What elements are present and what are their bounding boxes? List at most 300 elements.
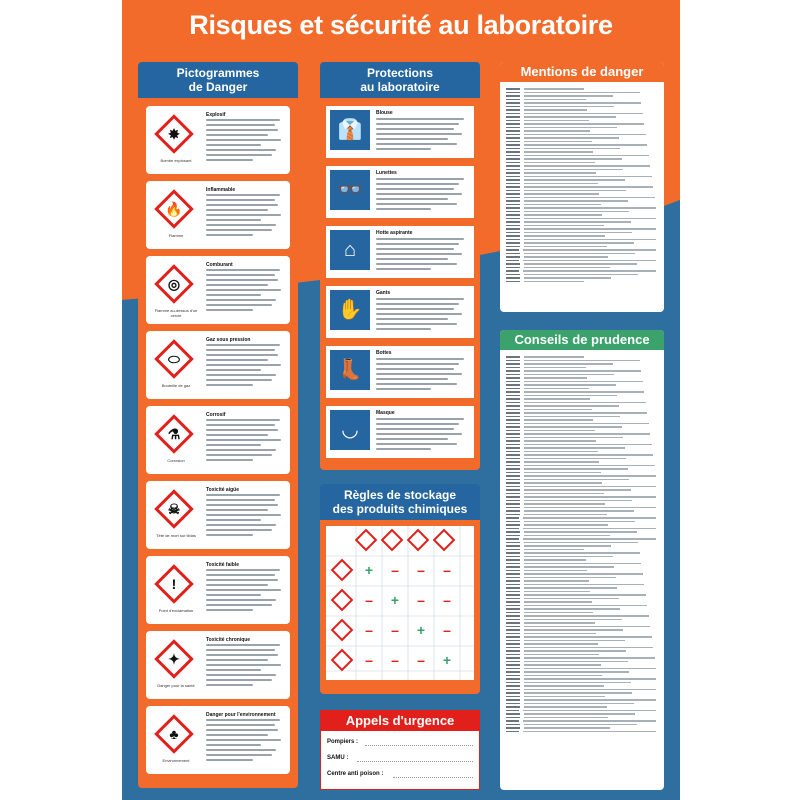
statement-code: [506, 190, 520, 192]
text-lines: [206, 644, 284, 689]
statement-code: [506, 685, 520, 687]
statement-text: [524, 629, 623, 631]
statement-text: [523, 731, 656, 733]
text-line: [206, 674, 276, 676]
stockage-grid: [326, 526, 474, 680]
statement-code: [506, 643, 520, 645]
statement-row: [506, 573, 656, 575]
statement-code: [506, 423, 520, 425]
statement-text: [524, 433, 650, 435]
statement-row: [506, 179, 656, 181]
statement-text: [524, 468, 628, 470]
statement-row: [506, 703, 656, 705]
text-line: [206, 749, 276, 751]
goggles-icon: 👓: [330, 170, 370, 210]
text-line: [206, 434, 268, 436]
statement-row: [506, 120, 656, 122]
statement-code: [506, 99, 520, 101]
flame-icon: [152, 187, 196, 231]
pictogram-symbol: ⚗: [167, 426, 181, 442]
statement-text: [524, 395, 617, 397]
statement-text: [524, 179, 625, 181]
text-lines: [376, 298, 468, 333]
statement-code: [506, 601, 520, 603]
text-line: [206, 284, 268, 286]
statement-row: [506, 423, 656, 425]
pictogram-symbol: ✸: [168, 126, 180, 142]
statement-text: [524, 388, 589, 390]
pictogram-title: Toxicité faible: [206, 562, 239, 568]
statement-row: [506, 689, 656, 691]
statement-text: [524, 727, 610, 729]
statement-row: [506, 664, 656, 666]
text-line: [206, 494, 280, 496]
statement-text: [524, 416, 620, 418]
statement-code: [506, 545, 520, 547]
text-line: [206, 224, 276, 226]
statement-row: [506, 207, 656, 209]
text-line: [376, 363, 459, 365]
statement-row: [506, 717, 656, 719]
pictogram-caption: Tête de mort sur tibias: [156, 533, 196, 538]
statement-code: [506, 524, 520, 526]
statement-text: [524, 360, 640, 362]
statement-text: [524, 370, 641, 372]
statement-row: [506, 615, 656, 617]
statement-text: [524, 514, 607, 516]
statement-row: [506, 267, 656, 269]
text-line: [206, 309, 253, 311]
text-line: [206, 509, 268, 511]
pictogram-symbol: ✦: [168, 651, 180, 667]
statement-text: [524, 566, 614, 568]
statement-code: [506, 179, 520, 181]
text-line: [206, 424, 275, 426]
statement-row: [506, 619, 656, 621]
statement-row: [506, 141, 656, 143]
statement-code: [506, 542, 520, 544]
text-line: [206, 369, 261, 371]
text-lines: [206, 569, 284, 614]
statement-code: [506, 552, 520, 554]
text-line: [206, 729, 278, 731]
text-line: [206, 459, 253, 461]
statement-code: [506, 204, 520, 206]
statement-code: [506, 612, 520, 614]
text-line: [376, 253, 462, 255]
statement-row: [506, 109, 656, 111]
statement-code: [506, 242, 520, 244]
statement-row: [506, 253, 656, 255]
statement-row: [506, 99, 656, 101]
statement-row: [506, 437, 656, 439]
text-line: [376, 303, 459, 305]
text-lines: [376, 358, 468, 393]
statement-code: [506, 137, 520, 139]
statement-row: [506, 214, 656, 216]
statement-text: [524, 253, 635, 255]
statement-code: [506, 391, 520, 393]
statement-row: [506, 391, 656, 393]
text-line: [206, 664, 281, 666]
statement-row: [506, 647, 656, 649]
statement-text: [524, 500, 632, 502]
text-line: [206, 744, 261, 746]
statement-row: [506, 440, 656, 442]
statement-code: [506, 577, 520, 579]
statement-code: [506, 510, 520, 512]
statement-text: [524, 601, 592, 603]
statement-code: [506, 566, 520, 568]
statement-row: [506, 503, 656, 505]
statement-text: [524, 211, 629, 213]
statement-text: [524, 454, 653, 456]
statement-row: [506, 225, 656, 227]
statement-text: [524, 444, 652, 446]
text-line: [206, 269, 280, 271]
statement-text: [524, 524, 608, 526]
pictogram-title: Toxicité aigüe: [206, 487, 239, 493]
statement-text: [524, 661, 628, 663]
statement-code: [506, 384, 520, 386]
stockage-compatible-mark: +: [416, 622, 426, 638]
statement-code: [506, 172, 520, 174]
pictogram-title: Gaz sous pression: [206, 337, 251, 343]
statement-code: [506, 162, 520, 164]
statement-row: [506, 696, 656, 698]
statement-row: [506, 633, 656, 635]
statement-code: [506, 92, 520, 94]
text-line: [206, 219, 261, 221]
conseils-panel: [500, 330, 664, 790]
statement-code: [506, 626, 520, 628]
statement-row: [506, 591, 656, 593]
statement-row: [506, 724, 656, 726]
stockage-compatible-mark: +: [364, 562, 374, 578]
pictogram-card: [146, 106, 290, 174]
text-line: [206, 684, 253, 686]
text-line: [376, 133, 462, 135]
statement-text: [524, 696, 605, 698]
statement-text: [524, 430, 595, 432]
statement-code: [506, 260, 519, 262]
statement-text: [524, 640, 625, 642]
statement-row: [506, 675, 656, 677]
statement-text: [524, 374, 614, 376]
statement-code: [506, 538, 519, 540]
statement-row: [506, 514, 656, 516]
statement-code: [506, 724, 520, 726]
statement-code: [506, 615, 520, 617]
statement-row: [506, 398, 656, 400]
text-line: [206, 299, 276, 301]
statement-code: [506, 253, 520, 255]
statement-row: [506, 542, 656, 544]
statement-text: [524, 598, 619, 600]
text-line: [376, 423, 459, 425]
statement-text: [524, 183, 598, 185]
text-line: [206, 354, 278, 356]
text-line: [206, 649, 275, 651]
statement-row: [506, 549, 656, 551]
statement-code: [506, 419, 520, 421]
statement-text: [524, 165, 650, 167]
text-line: [206, 289, 281, 291]
text-line: [206, 499, 275, 501]
statement-text: [524, 391, 644, 393]
statement-text: [524, 510, 634, 512]
text-line: [206, 519, 261, 521]
statement-code: [506, 465, 520, 467]
stockage-incompatible-mark: –: [417, 592, 425, 608]
statement-text: [524, 207, 656, 209]
statement-row: [506, 102, 656, 104]
protection-title: Hotte aspirante: [376, 230, 413, 236]
statement-text: [524, 587, 617, 589]
statement-text: [524, 127, 617, 129]
stockage-incompatible-mark: –: [417, 652, 425, 668]
pictogram-symbol: ♣: [169, 726, 179, 742]
text-line: [376, 438, 448, 440]
statement-text: [524, 232, 632, 234]
statement-row: [506, 256, 656, 258]
statement-row: [506, 412, 656, 414]
statement-text: [524, 130, 590, 132]
text-line: [376, 183, 459, 185]
text-line: [206, 364, 281, 366]
statement-text: [524, 626, 650, 628]
statement-code: [506, 696, 520, 698]
text-line: [206, 349, 275, 351]
statement-row: [506, 274, 656, 276]
statement-text: [524, 689, 656, 691]
statement-text: [523, 538, 656, 540]
statement-code: [506, 120, 520, 122]
statement-code: [506, 489, 520, 491]
statement-row: [506, 426, 656, 428]
statement-row: [506, 151, 656, 153]
statement-row: [506, 535, 656, 537]
text-line: [376, 178, 464, 180]
statement-code: [506, 559, 520, 561]
statement-row: [506, 200, 656, 202]
text-line: [206, 134, 268, 136]
statement-code: [506, 127, 520, 129]
statement-code: [506, 689, 520, 691]
pictogram-card: [146, 406, 290, 474]
statement-row: [506, 430, 656, 432]
stockage-heading-line1: Règles de stockage: [343, 488, 457, 502]
statement-row: [506, 556, 656, 558]
statement-code: [506, 556, 520, 558]
statement-text: [524, 92, 640, 94]
statement-row: [506, 211, 656, 213]
statement-code: [506, 183, 520, 185]
statement-row: [506, 493, 656, 495]
text-line: [376, 258, 448, 260]
statement-row: [506, 356, 656, 358]
statement-row: [506, 531, 656, 533]
statement-text: [524, 612, 593, 614]
text-line: [206, 304, 272, 306]
statement-text: [524, 678, 656, 680]
text-line: [206, 209, 268, 211]
statement-row: [506, 246, 656, 248]
statement-code: [506, 197, 520, 199]
statement-code: [506, 671, 520, 673]
statement-code: [506, 664, 520, 666]
statement-code: [506, 109, 520, 111]
text-line: [206, 669, 261, 671]
statement-row: [506, 594, 656, 596]
statement-row: [506, 433, 656, 435]
statement-row: [506, 113, 656, 115]
statement-row: [506, 363, 656, 365]
statement-text: [524, 144, 647, 146]
text-line: [376, 198, 448, 200]
statement-row: [506, 461, 656, 463]
statement-text: [524, 451, 598, 453]
statement-row: [506, 148, 656, 150]
statement-code: [506, 88, 520, 90]
text-lines: [206, 494, 284, 539]
text-line: [376, 433, 462, 435]
statement-text: [524, 402, 646, 404]
statement-text: [524, 664, 601, 666]
text-lines: [206, 419, 284, 464]
statement-row: [506, 381, 656, 383]
statement-row: [506, 169, 656, 171]
statement-text: [524, 461, 599, 463]
statement-code: [506, 535, 520, 537]
statement-row: [506, 106, 656, 108]
statement-text: [524, 608, 620, 610]
statement-code: [506, 360, 520, 362]
statement-code: [506, 102, 520, 104]
text-line: [206, 379, 272, 381]
text-line: [206, 139, 281, 141]
text-line: [206, 589, 281, 591]
statement-row: [506, 654, 656, 656]
statement-code: [506, 496, 520, 498]
statement-text: [524, 155, 649, 157]
statement-code: [506, 447, 520, 449]
text-line: [206, 199, 275, 201]
poster: [122, 0, 680, 800]
statement-row: [506, 489, 656, 491]
statement-code: [506, 493, 520, 495]
statement-code: [506, 482, 520, 484]
text-line: [206, 119, 280, 121]
protections-heading: [320, 62, 480, 98]
statement-row: [506, 388, 656, 390]
statement-row: [506, 186, 656, 188]
statement-code: [506, 472, 520, 474]
pictogram-caption: Flamme au-dessus d'un cercle: [154, 308, 198, 318]
statement-row: [506, 277, 656, 279]
text-line: [376, 238, 464, 240]
statement-code: [506, 454, 520, 456]
statement-code: [506, 682, 520, 684]
text-line: [206, 214, 281, 216]
statement-row: [506, 88, 656, 90]
statement-row: [506, 218, 656, 220]
statement-text: [524, 503, 605, 505]
text-line: [206, 454, 272, 456]
statement-text: [524, 542, 638, 544]
statement-text: [524, 158, 622, 160]
statement-code: [506, 731, 519, 733]
statement-row: [506, 454, 656, 456]
statement-row: [506, 671, 656, 673]
pictogram-title: Explosif: [206, 112, 226, 118]
statement-code: [506, 654, 520, 656]
statement-text: [524, 437, 623, 439]
stockage-heading-line2: des produits chimiques: [332, 502, 468, 516]
text-line: [206, 654, 278, 656]
exclamation-icon: [152, 562, 196, 606]
statement-code: [506, 717, 520, 719]
statement-row: [506, 204, 656, 206]
statement-code: [506, 106, 520, 108]
statement-code: [506, 507, 520, 509]
statement-row: [506, 374, 656, 376]
statement-text: [524, 479, 629, 481]
statement-text: [524, 134, 646, 136]
statement-row: [506, 706, 656, 708]
statement-code: [506, 633, 520, 635]
statement-row: [506, 370, 656, 372]
statement-text: [524, 409, 592, 411]
statement-text: [524, 717, 608, 719]
skull-icon: [152, 487, 196, 531]
gloves-icon: ✋: [330, 290, 370, 330]
statement-row: [506, 524, 656, 526]
statement-row: [506, 692, 656, 694]
text-line: [206, 124, 275, 126]
statement-code: [506, 636, 520, 638]
statement-row: [506, 377, 656, 379]
statement-text: [524, 106, 614, 108]
text-line: [206, 659, 268, 661]
statement-row: [506, 162, 656, 164]
statement-code: [506, 381, 520, 383]
statement-text: [523, 270, 656, 272]
statement-row: [506, 367, 656, 369]
statement-text: [524, 162, 595, 164]
statement-text: [524, 190, 626, 192]
statement-text: [524, 489, 631, 491]
text-lines: [376, 118, 468, 153]
protection-card: [326, 226, 474, 278]
statement-code: [506, 148, 520, 150]
statement-row: [506, 507, 656, 509]
statement-row: [506, 228, 656, 230]
mentions-panel: [500, 62, 664, 312]
statement-code: [506, 458, 520, 460]
statement-row: [506, 496, 656, 498]
statement-code: [506, 605, 520, 607]
statement-code: [506, 444, 520, 446]
statement-row: [506, 92, 656, 94]
text-line: [376, 318, 448, 320]
pictogram-card: [146, 556, 290, 624]
gas-cylinder-icon: [152, 337, 196, 381]
stockage-heading: [320, 484, 480, 520]
statement-row: [506, 260, 656, 262]
protection-card: [326, 346, 474, 398]
statement-code: [506, 246, 520, 248]
